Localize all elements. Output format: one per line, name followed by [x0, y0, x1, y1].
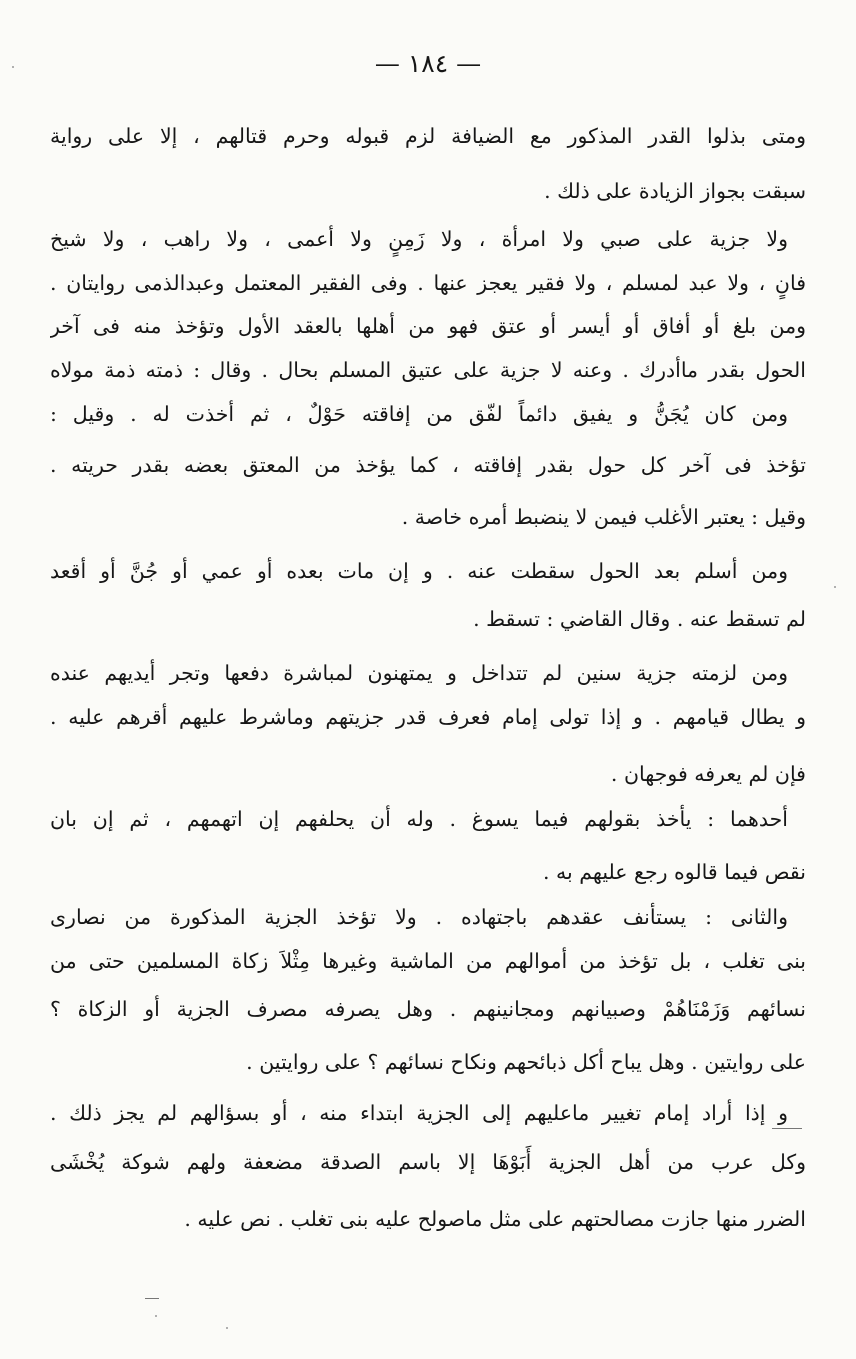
text-line-18: بنى تغلب ، بل تؤخذ من أموالهم من الماشية وغيرها مِثْلاَ زكاة المسلمين حتى من [50, 949, 806, 973]
text-line-1: ومتى بذلوا القدر المذكور مع الضيافة لزم قبوله وحرم قتالهم ، إلا على رواية [50, 124, 806, 148]
scan-speck [155, 1315, 157, 1317]
text-line-23: الضرر منها جازت مصالحتهم على مثل ماصولح عليه بنى تغلب . نص عليه . [184, 1207, 806, 1231]
text-line-7: ومن كان يُجَنُّ و يفيق دائماً لفّق من إفاقته حَوْلٌ ، ثم أخذت له . وقيل : [50, 402, 788, 426]
text-line-2: سبقت بجواز الزيادة على ذلك . [544, 179, 806, 203]
text-line-4: فانٍ ، ولا عبد لمسلم ، ولا فقير يعجز عنها . وفى الفقير المعتمل وعبدالذمى روايتان . [50, 271, 806, 295]
text-line-5: ومن بلغ أو أفاق أو أيسر أو عتق فهو من أهلها بالعقد الأول وتؤخذ منه فى آخر [50, 314, 806, 338]
scan-speck [834, 586, 836, 588]
text-line-12: ومن لزمته جزية سنين لم تتداخل و يمتهنون لمباشرة دفعها وتجر أيديهم عنده [50, 661, 788, 685]
text-line-15: أحدهما : يأخذ بقولهم فيما يسوغ . وله أن يحلفهم إن اتهمهم ، ثم إن بان [50, 807, 788, 831]
text-line-21: و إذا أراد إمام تغيير ماعليهم إلى الجزية ابتداء منه ، أو بسؤالهم لم يجز ذلك . [50, 1101, 788, 1125]
scan-mark [772, 1128, 802, 1129]
text-line-17: والثانى : يستأنف عقدهم باجتهاده . ولا تؤخذ الجزية المذكورة من نصارى [50, 905, 788, 929]
scan-speck [226, 1327, 228, 1329]
text-line-14: فإن لم يعرفه فوجهان . [610, 762, 806, 786]
text-line-9: وقيل : يعتبر الأغلب فيمن لا ينضبط أمره خاصة . [401, 505, 806, 529]
text-line-3: ولا جزية على صبي ولا امرأة ، ولا زَمِنٍ ولا أعمى ، ولا راهب ، ولا شيخ [50, 227, 788, 251]
page-number: — ١٨٤ — [374, 49, 482, 78]
text-line-10: ومن أسلم بعد الحول سقطت عنه . و إن مات بعده أو عمي أو جُنَّ أو أقعد [50, 559, 788, 583]
text-line-6: الحول بقدر ماأدرك . وعنه لا جزية على عتيق المسلم بحال . وقال : ذمته ذمة مولاه [50, 358, 806, 382]
scan-mark [145, 1298, 159, 1299]
text-line-16: نقص فيما قالوه رجع عليهم به . [543, 860, 806, 884]
text-line-8: تؤخذ فى آخر كل حول بقدر إفاقته ، كما يؤخذ من المعتق بعضه بقدر حريته . [50, 453, 806, 477]
text-line-22: وكل عرب من أهل الجزية أَبَوْهَا إلا باسم الصدقة مضعفة ولهم شوكة يُخْشَى [50, 1150, 806, 1174]
scan-speck [12, 66, 14, 68]
text-line-20: على روايتين . وهل يباح أكل ذبائحهم ونكاح نسائهم ؟ على روايتين . [246, 1050, 806, 1074]
text-line-11: لم تسقط عنه . وقال القاضي : تسقط . [473, 607, 806, 631]
text-line-13: و يطال قيامهم . و إذا تولى إمام فعرف قدر جزيتهم وماشرط عليهم أقرهم عليه . [50, 705, 806, 729]
text-line-19: نسائهم وَزَمْنَاهُمْ وصبيانهم ومجانينهم . وهل يصرفه مصرف الجزية أو الزكاة ؟ [50, 997, 806, 1021]
